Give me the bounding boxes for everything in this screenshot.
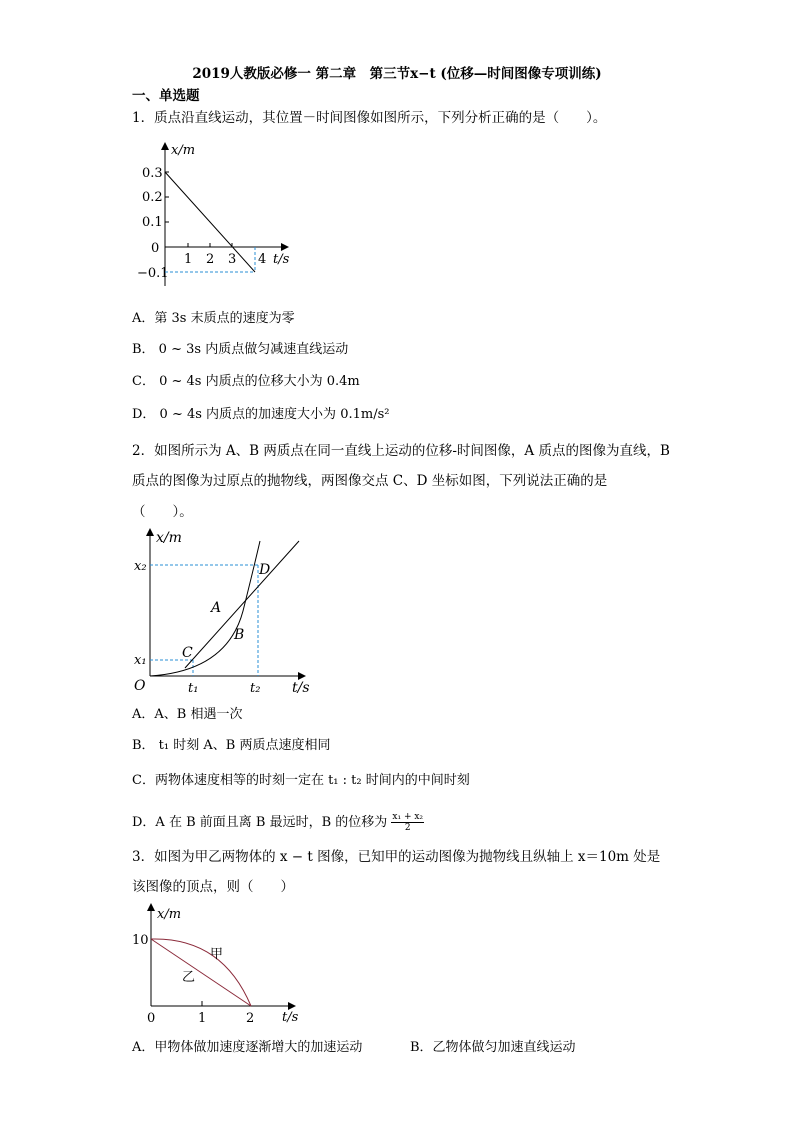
q1-x-tick-1: 1 [184,252,193,267]
q2-graph [132,526,317,698]
q2-label-a: A [211,600,222,616]
q2-point-d: D [259,562,271,578]
q2-origin-label: O [134,678,146,694]
q3-x-tick-0: 0 [147,1011,156,1025]
q3-graph [132,903,312,1025]
q3-stem-line2: 该图像的顶点，则（ ） [132,879,294,895]
q3-option-b: B．乙物体做匀加速直线运动 [410,1040,576,1055]
q2-option-d-text: D．A 在 B 前面且离 B 最远时，B 的位移为 [132,815,388,830]
q2-point-c: C [182,645,193,661]
q1-y-axis-label: x/m [171,143,196,158]
q2-stem-line2: 质点的图像为过原点的抛物线，两图像交点 C、D 坐标如图，下列说法正确的是 [132,473,608,489]
q1-x-tick-2: 2 [206,252,215,267]
q3-option-a: A．甲物体做加速度逐渐增大的加速运动 [132,1040,363,1055]
q1-option-d: D． 0 ~ 4s 内质点的加速度大小为 0.1m/s² [132,407,390,422]
q3-y-tick-10: 10 [132,933,149,948]
q1-x-axis-label: t/s [273,252,290,267]
q2-x1-label: x₁ [134,653,147,668]
q2-x-axis-label: t/s [292,680,310,696]
q1-option-b: B． 0 ~ 3s 内质点做匀减速直线运动 [132,342,349,357]
q1-x-tick-3: 3 [228,252,237,267]
q2-curve-b [150,541,260,676]
q3-x-axis-label: t/s [282,1010,299,1025]
q3-x-tick-2: 2 [246,1011,255,1025]
section-heading: 一、单选题 [132,88,200,104]
q3-label-yi: 乙 [182,970,196,985]
page-title: 2019人教版必修一 第二章 第三节x−t (位移—时间图像专项训练) [192,66,602,82]
q2-option-d [132,811,424,833]
fraction-denominator: 2 [404,823,411,833]
q2-t2-label: t₂ [250,681,261,696]
q3-x-tick-1: 1 [198,1011,207,1025]
q1-y-tick-0.3: 0.3 [142,166,163,181]
q2-option-b: B． t₁ 时刻 A、B 两质点速度相同 [132,738,331,753]
q1-y-tick-0.2: 0.2 [142,190,163,205]
q2-option-a: A．A、B 相遇一次 [132,707,243,722]
q2-stem-line1: 2．如图所示为 A、B 两质点在同一直线上运动的位移-时间图像，A 质点的图像为直线，B [132,443,670,459]
q2-x2-label: x₂ [134,559,147,574]
q1-y-tick-neg0.1: −0.1 [137,266,169,281]
q3-label-jia: 甲 [210,947,224,962]
q1-x-tick-4: 4 [258,252,267,267]
q2-label-b: B [234,627,245,643]
q1-y-tick-0: 0 [151,241,160,256]
q1-option-c: C． 0 ~ 4s 内质点的位移大小为 0.4m [132,374,360,389]
q2-option-d-fraction [391,812,424,833]
fraction-numerator: x₁ + x₂ [392,812,424,822]
q2-y-axis-label: x/m [156,530,182,546]
q2-t1-label: t₁ [188,681,199,696]
q2-option-c: C．两物体速度相等的时刻一定在 t₁ : t₂ 时间内的中间时刻 [132,773,470,788]
q1-stem: 1．质点沿直线运动，其位置－时间图像如图所示，下列分析正确的是（ ）。 [132,110,607,126]
q3-stem-line1: 3．如图为甲乙两物体的 x − t 图像，已知甲的运动图像为抛物线且纵轴上 x＝10m 处是 [132,849,661,865]
q1-graph [135,138,305,288]
q2-line-a [185,541,299,668]
q2-stem-line3: （ ）。 [132,504,193,520]
q1-y-tick-0.1: 0.1 [142,215,163,230]
q3-y-axis-label: x/m [157,907,182,922]
q1-option-a: A．第 3s 末质点的速度为零 [132,311,295,326]
